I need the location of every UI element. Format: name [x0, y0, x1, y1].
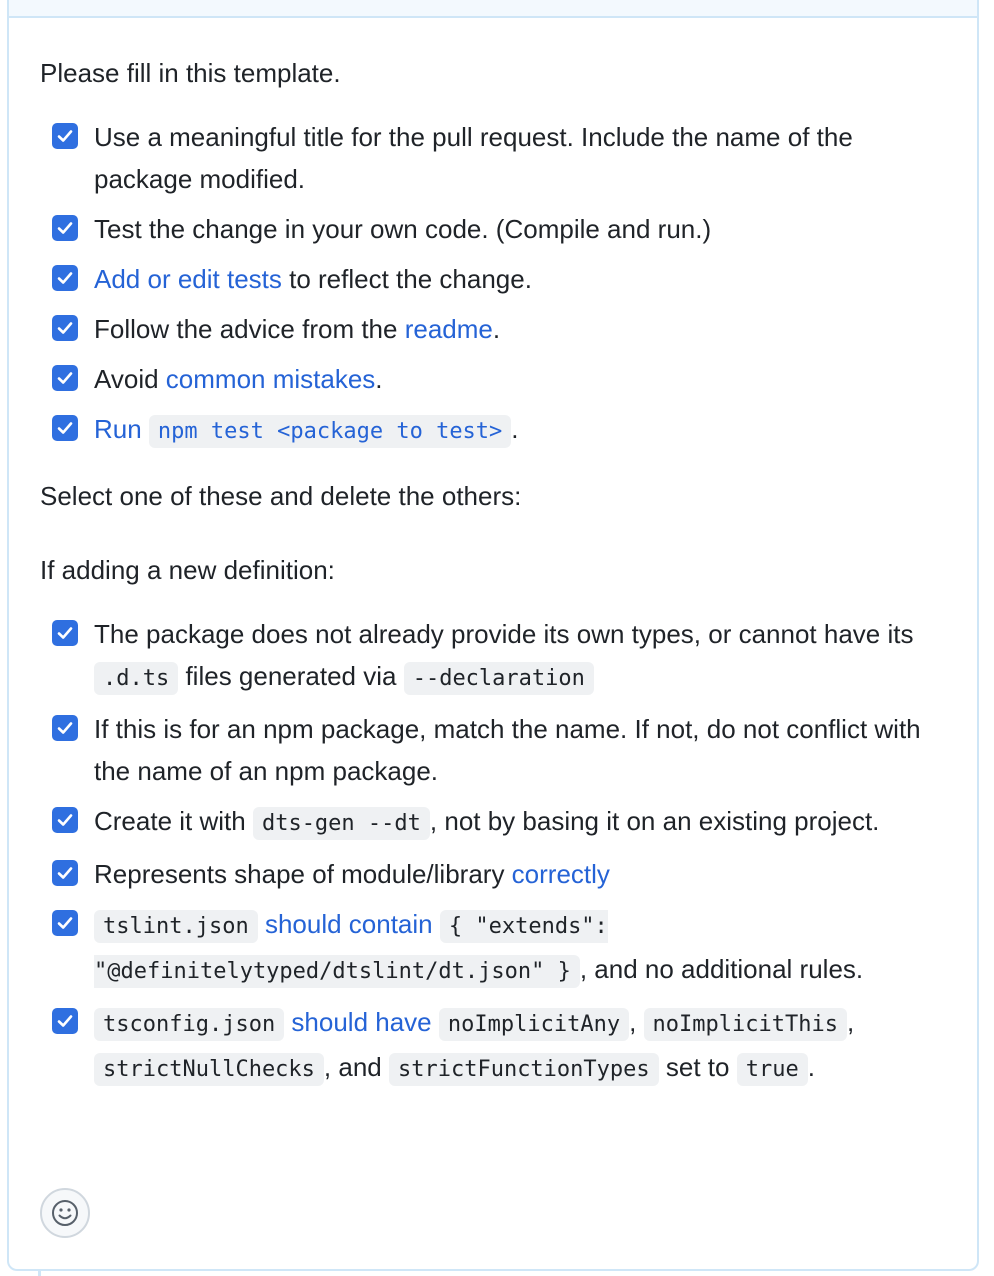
task-text: set to — [658, 1052, 737, 1082]
task-checkbox[interactable] — [52, 265, 78, 291]
select-instruction: Select one of these and delete the others: — [40, 481, 522, 511]
checklist-general — [40, 116, 960, 453]
task-item — [94, 258, 960, 300]
task-link[interactable]: Run — [94, 414, 149, 444]
smiley-icon — [50, 1198, 80, 1228]
task-item — [94, 800, 960, 845]
checkmark-icon — [55, 318, 75, 338]
task-link[interactable]: common mistakes — [165, 364, 376, 394]
task-checkbox[interactable] — [52, 860, 78, 886]
task-item — [94, 208, 960, 250]
checkmark-icon — [55, 1011, 75, 1031]
task-text: Create it with — [94, 806, 253, 836]
task-text — [433, 909, 440, 939]
task-text: , and — [323, 1052, 389, 1082]
task-link[interactable]: should contain — [264, 909, 433, 939]
task-item — [94, 903, 960, 993]
task-item — [94, 358, 960, 400]
inline-code: { "extends": "@definitelytyped/dtslint/dt.json" } — [94, 910, 608, 988]
inline-code: strictNullChecks — [94, 1053, 324, 1086]
task-checkbox[interactable] — [52, 123, 78, 149]
task-link[interactable]: Add or edit tests — [94, 264, 282, 294]
checkmark-icon — [55, 126, 75, 146]
task-item — [94, 1001, 960, 1091]
task-item — [94, 308, 960, 350]
task-text: . — [492, 314, 501, 344]
task-text: The package does not already provide its own types, or cannot have its — [94, 619, 914, 649]
card-edge-marker — [38, 1270, 41, 1276]
inline-code: .d.ts — [94, 662, 178, 695]
inline-code: true — [737, 1053, 808, 1086]
task-item — [94, 613, 960, 700]
task-text: . — [375, 364, 383, 394]
inline-code: --declaration — [404, 662, 594, 695]
task-text — [258, 909, 265, 939]
checkmark-icon — [55, 718, 75, 738]
task-text: , — [846, 1007, 855, 1037]
task-text: Test the change in your own code. (Compile and run.) — [94, 214, 712, 244]
checklist-new-definition — [40, 613, 960, 1091]
task-item — [94, 853, 960, 895]
task-checkbox[interactable] — [52, 1008, 78, 1034]
task-text: If this is for an npm package, match the name. If not, do not conflict with the name of an npm package. — [94, 714, 921, 786]
task-text: Represents shape of module/library — [94, 859, 512, 889]
task-text: , and no additional rules. — [579, 954, 864, 984]
intro-text: Please fill in this template. — [40, 58, 341, 88]
task-link[interactable]: correctly — [511, 859, 610, 889]
task-checkbox[interactable] — [52, 215, 78, 241]
task-item — [94, 708, 960, 792]
checkmark-icon — [55, 418, 75, 438]
inline-code: noImplicitAny — [439, 1008, 629, 1041]
task-checkbox[interactable] — [52, 807, 78, 833]
task-text: . — [511, 414, 519, 444]
task-text: Avoid — [94, 364, 166, 394]
card-header-band — [9, 0, 977, 18]
task-checkbox[interactable] — [52, 715, 78, 741]
checkmark-icon — [55, 913, 75, 933]
checkmark-icon — [55, 218, 75, 238]
task-checkbox[interactable] — [52, 910, 78, 936]
task-checkbox[interactable] — [52, 415, 78, 441]
task-text: Use a meaningful title for the pull request. Include the name of the package modified. — [94, 122, 853, 194]
inline-code: dts-gen --dt — [253, 807, 430, 840]
task-link[interactable]: readme — [404, 314, 493, 344]
task-text: to reflect the change. — [281, 264, 532, 294]
task-checkbox[interactable] — [52, 365, 78, 391]
task-text: , not by basing it on an existing project. — [429, 806, 880, 836]
task-checkbox[interactable] — [52, 620, 78, 646]
checkmark-icon — [55, 368, 75, 388]
task-text: Follow the advice from the — [94, 314, 405, 344]
pr-template-body — [40, 52, 960, 1099]
task-text — [432, 1007, 439, 1037]
adding-definition-heading: If adding a new definition: — [40, 555, 335, 585]
checkmark-icon — [55, 268, 75, 288]
inline-code: strictFunctionTypes — [389, 1053, 659, 1086]
inline-code: tsconfig.json — [94, 1008, 284, 1041]
task-checkbox[interactable] — [52, 315, 78, 341]
inline-code: noImplicitThis — [644, 1008, 847, 1041]
task-text: , — [629, 1007, 644, 1037]
checkmark-icon — [55, 863, 75, 883]
add-reaction-button[interactable] — [40, 1188, 90, 1238]
task-text: . — [807, 1052, 815, 1082]
task-item — [94, 408, 960, 453]
task-item — [94, 116, 960, 200]
checkmark-icon — [55, 810, 75, 830]
task-link[interactable]: should have — [291, 1007, 432, 1037]
task-text: files generated via — [178, 661, 404, 691]
inline-code-link[interactable]: npm test <package to test> — [149, 415, 511, 448]
inline-code: tslint.json — [94, 910, 258, 943]
checkmark-icon — [55, 623, 75, 643]
